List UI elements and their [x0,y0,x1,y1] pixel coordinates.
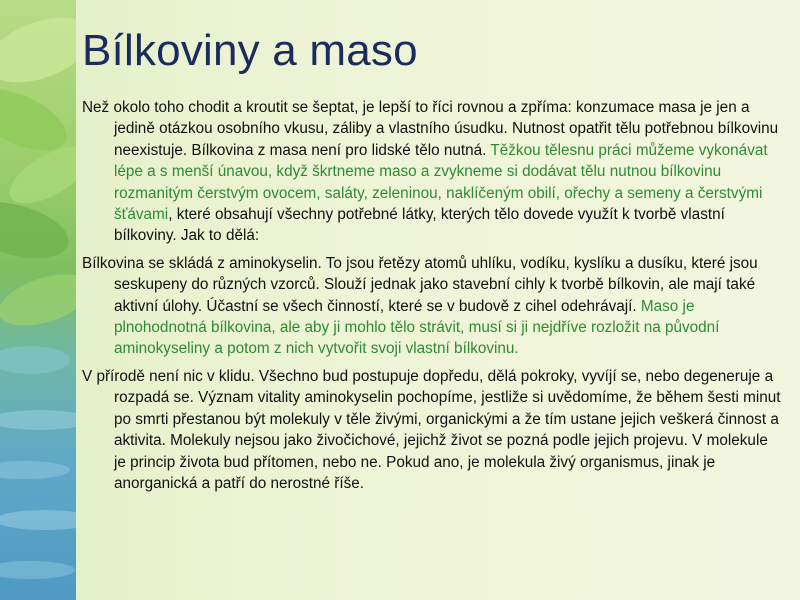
highlighted-text-segment: Maso je plnohodnotná bílkovina, ale aby ji mohlo tělo strávit, musí si ji nejdříve rozložit na původní aminokyseliny a potom z nich vytvořit svoji vlastní bílkovinu. [114,297,720,358]
slide-body [82,97,782,500]
text-segment: Bílkovina se skládá z aminokyselin. To jsou řetězy atomů uhlíku, vodíku, kyslíku a dusíku, které jsou seskupeny do různých vzorců. Slouží jednak jako stavební cihly k tvorbě bílkovin, ale mají také aktivní úlohy. Účastní se všech činností, které se v budově z cihel odehrávají. [82,254,758,315]
paragraph-3 [82,366,782,494]
text-segment: V přírodě není nic v klidu. Všechno bud postupuje dopředu, dělá pokroky, vyvíjí se, nebo degeneruje a rozpadá se. Význam vitality aminokyselin pochopíme, jestliže si uvědomíme, že během šesti minut po smrti přestanou být molekuly v těle živými, organickými a že tím ustane jejich veškerá činnost a aktivita. Molekuly nejsou jako živočichové, jejichž život se pozná podle jejich projevu. V molekule je princip života bud přítomen, nebo ne. Pokud ano, je molekula živý organismus, jinak je anorganická a patří do nerostné říše. [82,367,781,492]
text-segment: , které obsahují všechny potřebné látky, kterých tělo dovede využít k tvorbě vlastní bílkoviny. Jak to dělá: [114,206,725,245]
paragraph-2 [82,253,782,360]
leaf-water-decoration [0,0,76,600]
highlighted-text-segment: Těžkou tělesnu práci můžeme vykonávat lépe a s menší únavou, když škrtneme maso a zvykneme si dodávat tělu nutnou bílkovinu rozmanitým čerstvým ovocem, saláty, zeleninou, naklíčeným obilí, ořechy a semeny a čerstvými šťávami [114,141,768,224]
slide-title: Bílkoviny a maso [82,26,418,75]
paragraph-1 [82,97,782,247]
text-segment: Než okolo toho chodit a kroutit se šeptat, je lepší to říci rovnou a zpříma: konzumace masa je jen a jedině otázkou osobního vkusu, záliby a vlastního úsudku. Nutnost opatřit tělu potřebnou bílkovinu neexistuje. Bílkovina z masa není pro lidské tělo nutná. [82,99,779,159]
